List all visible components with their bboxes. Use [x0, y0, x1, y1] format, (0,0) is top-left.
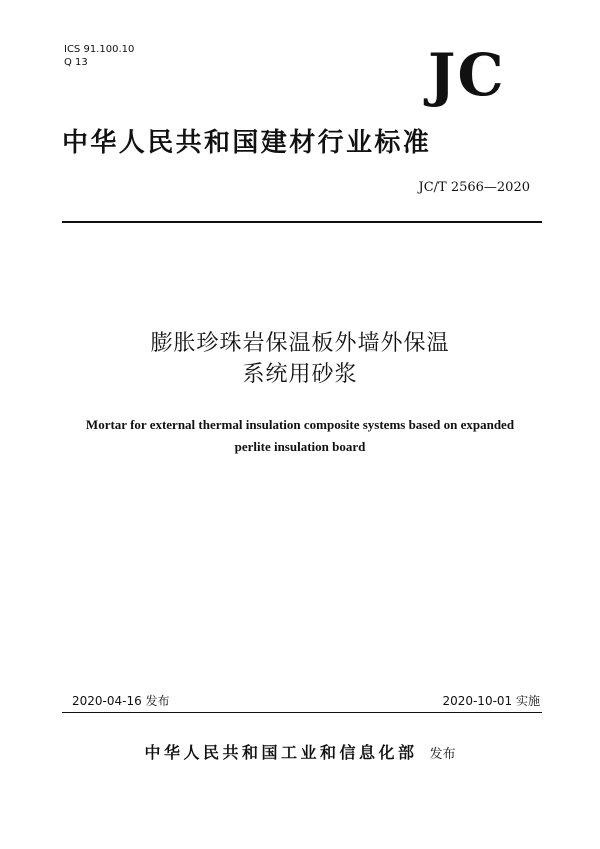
- issuer-line: [0, 742, 600, 766]
- implementation-date: 2020-10-01 实施: [442, 694, 540, 708]
- ics-code: ICS 91.100.10: [64, 44, 135, 55]
- issuer-name: 中华人民共和国工业和信息化部: [144, 743, 418, 762]
- document-title-en-line2: perlite insulation board: [234, 439, 366, 454]
- document-title-zh-line1: 膨胀珍珠岩保温板外墙外保温: [150, 331, 450, 356]
- issue-date: 2020-04-16 发布: [72, 694, 170, 708]
- issuer-action: 发布: [429, 747, 456, 762]
- standard-number: JC/T 2566—2020: [418, 180, 530, 195]
- standard-title: 中华人民共和国建材行业标准: [62, 128, 432, 158]
- jc-logo: JC: [428, 41, 506, 109]
- classification-code: Q 13: [64, 57, 88, 68]
- document-title-zh-line2: 系统用砂浆: [242, 362, 358, 387]
- header-divider: [62, 221, 542, 223]
- footer-divider: [62, 712, 542, 713]
- document-title-en-line1: Mortar for external thermal insulation composite systems based on expanded: [85, 417, 515, 432]
